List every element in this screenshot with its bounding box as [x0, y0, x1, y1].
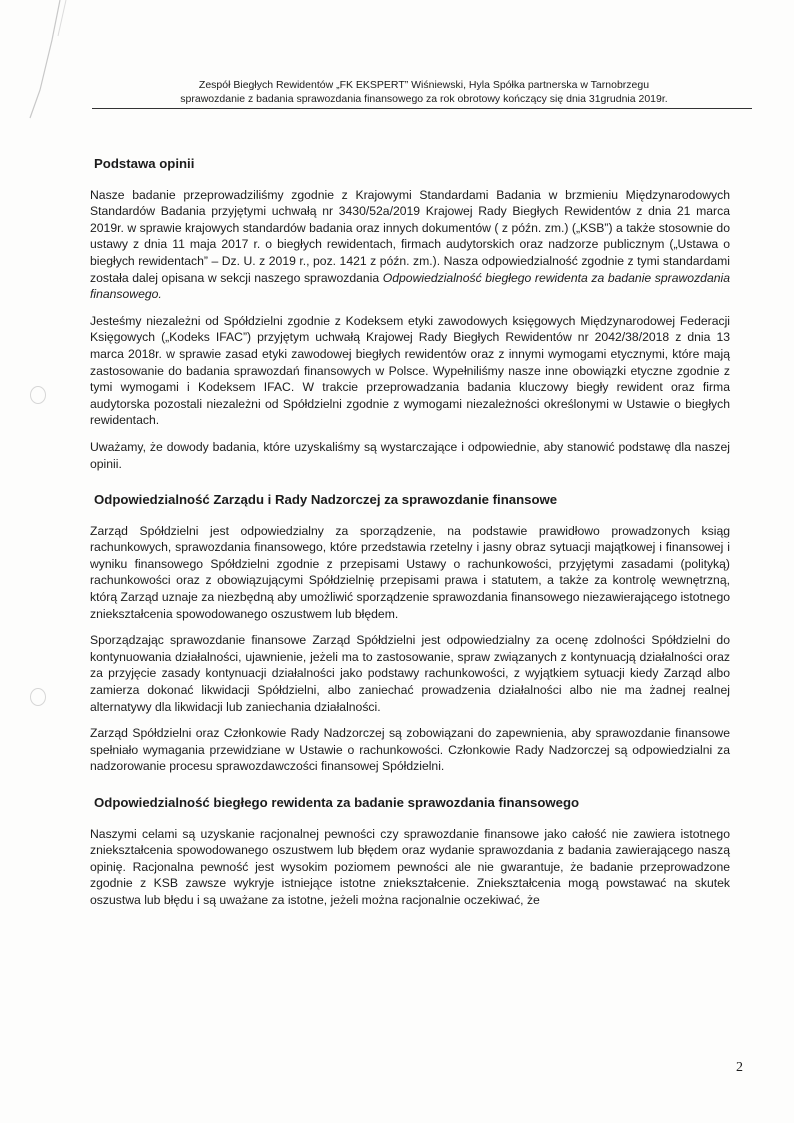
paragraph: Naszymi celami są uzyskanie racjonalnej pewności czy sprawozdanie finansowe jako całość nie zawiera istotnego zniekształcenia spowodowanego oszustwem lub błędem oraz wydanie sprawozdania z badania zawierającego naszą opinię. Racjonalna pewność jest wysokim poziomem pewności ale nie gwarantuje, że badanie przeprowadzone zgodnie z KSB zawsze wykryje istniejące istotne zniekształcenie. Zniekształcenia mogą powstawać na skutek oszustwa lub błędu i są uważane za istotne, jeżeli można racjonalnie oczekiwać, że [90, 826, 730, 907]
punch-hole [30, 386, 46, 404]
page-header [94, 78, 754, 106]
paragraph-italic-ref: Odpowiedzialność biegłego rewidenta za badanie sprawozdania finansowego. [90, 270, 730, 302]
section-heading: Odpowiedzialność Zarządu i Rady Nadzorczej za sprawozdanie finansowe [94, 492, 558, 508]
header-firm-name: Zespół Biegłych Rewidentów „FK EKSPERT” Wiśniewski, Hyla Spółka partnerska w Tarnobrzegu [198, 79, 650, 91]
paragraph: Zarząd Spółdzielni oraz Członkowie Rady Nadzorczej są zobowiązani do zapewnienia, aby sprawozdanie finansowe spełniało wymagania przewidziane w Ustawie o rachunkowości. Członkowie Rady Nadzorczej są odpowiedzialni za nadzorowanie procesu sprawozdawczości finansowej Spółdzielni. [90, 726, 730, 774]
paragraph [90, 187, 730, 303]
section-heading: Podstawa opinii [94, 156, 195, 171]
document-body [90, 156, 730, 919]
paragraph: Zarząd Spółdzielni jest odpowiedzialny za sporządzenie, na podstawie prawidłowo prowadzonych ksiąg rachunkowych, sprawozdania finansowego, które przedstawia rzetelny i jasny obraz sytuacji majątkowej i finansowej i wyniku finansowego Spółdzielni zgodnie z przepisami Ustawy o rachunkowości, przyjętymi zasadami (polityką) rachunkowości oraz z obowiązującymi Spółdzielnię przepisami prawa i statutem, a także za kontrolę wewnętrzną, którą Zarząd uznaje za niezbędną aby umożliwić sporządzenie sprawozdania finansowego niezawierającego istotnego zniekształcenia spowodowanego oszustwem lub błędem. [90, 523, 730, 621]
paragraph: Jesteśmy niezależni od Spółdzielni zgodnie z Kodeksem etyki zawodowych księgowych Międzynarodowej Federacji Księgowych („Kodeks IFAC”) przyjętym uchwałą Krajowej Rady Biegłych Rewidentów nr 2042/38/2018 z dnia 13 marca 2018r. w sprawie zasad etyki zawodowej biegłych rewidentów oraz z innymi wymogami etycznymi, które mają zastosowanie do badania sprawozdań finansowych w Polsce. Wypełniliśmy nasze inne obowiązki etyczne zgodnie z tymi wymogami i Kodeksem IFAC. W trakcie przeprowadzania badania kluczowy biegły rewident oraz firma audytorska pozostali niezależni od Spółdzielni zgodnie z wymogami niezależności określonymi w Ustawie o biegłych rewidentach. [90, 313, 730, 428]
section-management-responsibility [90, 492, 730, 775]
section-auditor-responsibility [90, 795, 730, 909]
paragraph: Sporządzając sprawozdanie finansowe Zarząd Spółdzielni jest odpowiedzialny za ocenę zdolności Spółdzielni do kontynuowania działalności, ujawnienie, jeżeli ma to zastosowanie, spraw związanych z kontynuacją działalności oraz za przyjęcie zasady kontynuacji działalności jako podstawy rachunkowości, z wyjątkiem sytuacji kiedy Zarząd albo zamierza dokonać likwidacji Spółdzielni, albo zaniechać prowadzenia działalności albo nie ma żadnej realnej alternatywy dla likwidacji lub zaniechania działalności. [90, 633, 730, 714]
header-report-title: sprawozdanie z badania sprawozdania finansowego za rok obrotowy kończący się dnia 31grudnia 2019r. [180, 93, 668, 105]
section-heading: Odpowiedzialność biegłego rewidenta za badanie sprawozdania finansowego [94, 795, 580, 810]
page-number: 2 [736, 1060, 743, 1075]
section-basis-of-opinion [90, 156, 730, 472]
paragraph: Uważamy, że dowody badania, które uzyskaliśmy są wystarczające i odpowiednie, aby stanowić podstawę dla naszej opinii. [90, 439, 730, 471]
paragraph-text: Nasze badanie przeprowadziliśmy zgodnie z Krajowymi Standardami Badania w brzmieniu Międzynarodowych Standardów Badania przyjętymi uchwałą nr 3430/52a/2019 Krajowej Rady Biegłych Rewidentów z dnia 21 marca 2019r. w sprawie krajowych standardów badania oraz innych dokumentów ( z późn. zm.) („KSB”) a także stosownie do ustawy z dnia 11 maja 2017 r. o biegłych rewidentach, firmach audytorskich oraz nadzorze publicznym („Ustawa o biegłych rewidentach” – Dz. U. z 2019 r., poz. 1421 z późn. zm.). Nasza odpowiedzialność zgodnie z tymi standardami została dalej opisana w sekcji naszego sprawozdania [90, 187, 730, 285]
header-divider [92, 108, 752, 109]
scan-artifact-line [0, 0, 70, 120]
punch-hole [30, 688, 46, 706]
